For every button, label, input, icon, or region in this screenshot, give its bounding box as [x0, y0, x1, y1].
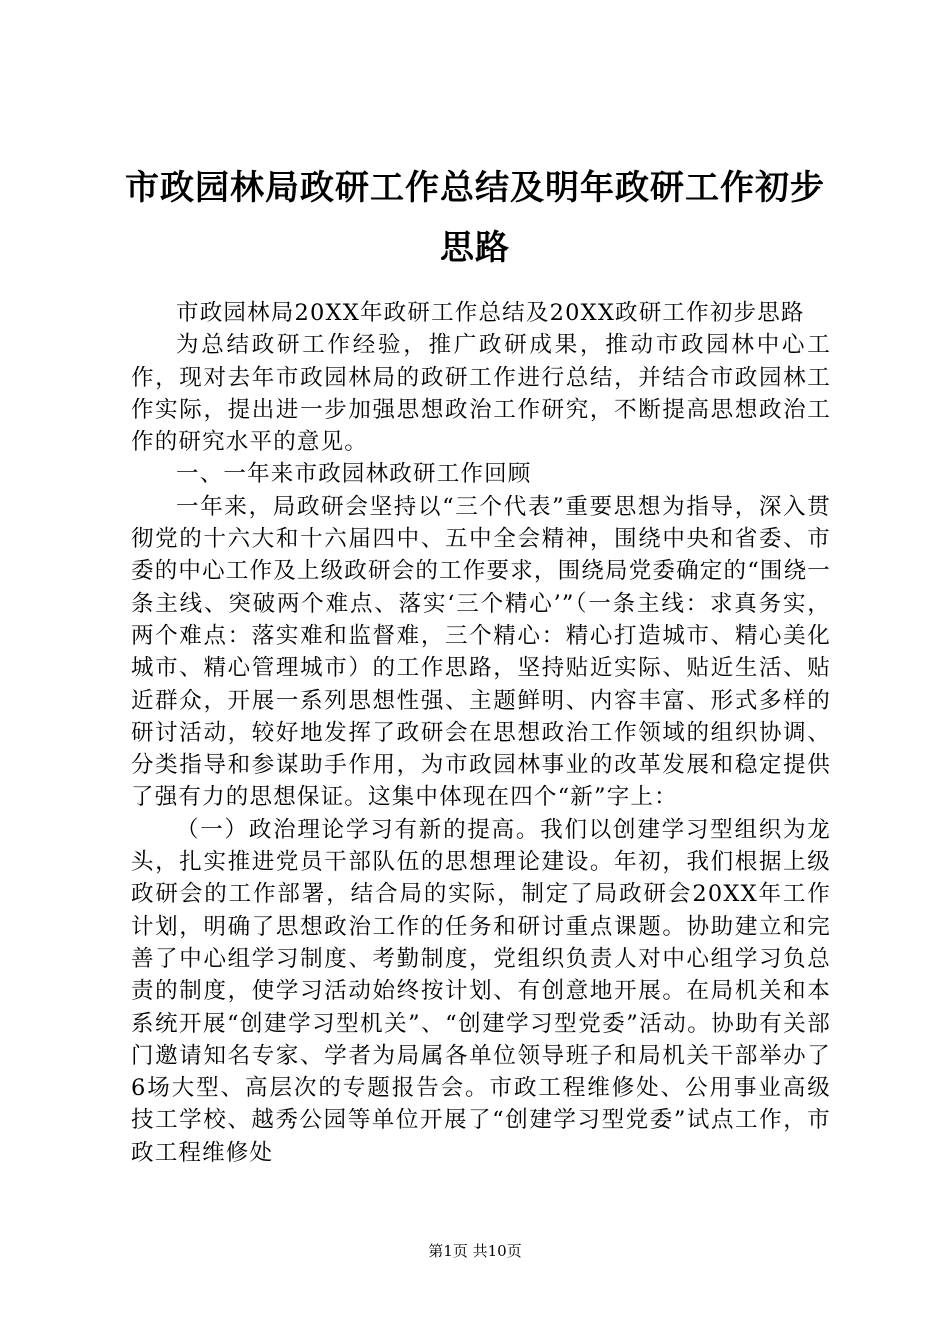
- document-title: 市政园林局政研工作总结及明年政研工作初步思路: [125, 168, 825, 268]
- review-paragraph: 一年来，局政研会坚持以“三个代表”重要思想为指导，深入贯彻党的十六大和十六届四中、五中全会精神，围绕中央和省委、市委的中心工作及上级政研会的工作要求，围绕局党委确定的“围绕一条主线、突破两个难点、落实‘三个精心’”（一条主线：求真务实，两个难点：落实难和监督难，三个精心：精心打造城市、精心美化城市、精心管理城市）的工作思路，坚持贴近实际、贴近生活、贴近群众，开展一系列思想性强、主题鲜明、内容丰富、形式多样的研讨活动，较好地发挥了政研会在思想政治工作领域的组织协调、分类指导和参谋助手作用，为市政园林事业的改革发展和稳定提供了强有力的思想保证。这集中体现在四个“新”字上：: [131, 493, 832, 811]
- section-heading: 一、一年来市政园林政研工作回顾: [176, 461, 532, 488]
- page-number: 第1页 共10页: [428, 1242, 522, 1260]
- document-body: [131, 297, 831, 1169]
- page-footer: [0, 1241, 950, 1261]
- intro-paragraph: 为总结政研工作经验，推广政研成果，推动市政园林中心工作，现对去年市政园林局的政研工作进行总结，并结合市政园林工作实际，提出进一步加强思想政治工作研究，不断提高思想政治工作的研究水平的意见。: [131, 332, 831, 456]
- study-paragraph: （一）政治理论学习有新的提高。我们以创建学习型组织为龙头，扎实推进党员干部队伍的思想理论建设。年初，我们根据上级政研会的工作部署，结合局的实际，制定了局政研会20XX年工作计划，明确了思想政治工作的任务和研讨重点课题。协助建立和完善了中心组学习制度、考勤制度，党组织负责人对中心组学习负总责的制度，使学习活动始终按计划、有创意地开展。在局机关和本系统开展“创建学习型机关”、“创建学习型党委”活动。协助有关部门邀请知名专家、学者为局属各单位领导班子和局机关干部举办了6场大型、高层次的专题报告会。市政工程维修处、公用事业高级技工学校、越秀公园等单位开展了“创建学习型党委”试点工作，市政工程维修处: [131, 816, 831, 1166]
- subtitle-paragraph: 市政园林局20XX年政研工作总结及20XX政研工作初步思路: [176, 300, 805, 326]
